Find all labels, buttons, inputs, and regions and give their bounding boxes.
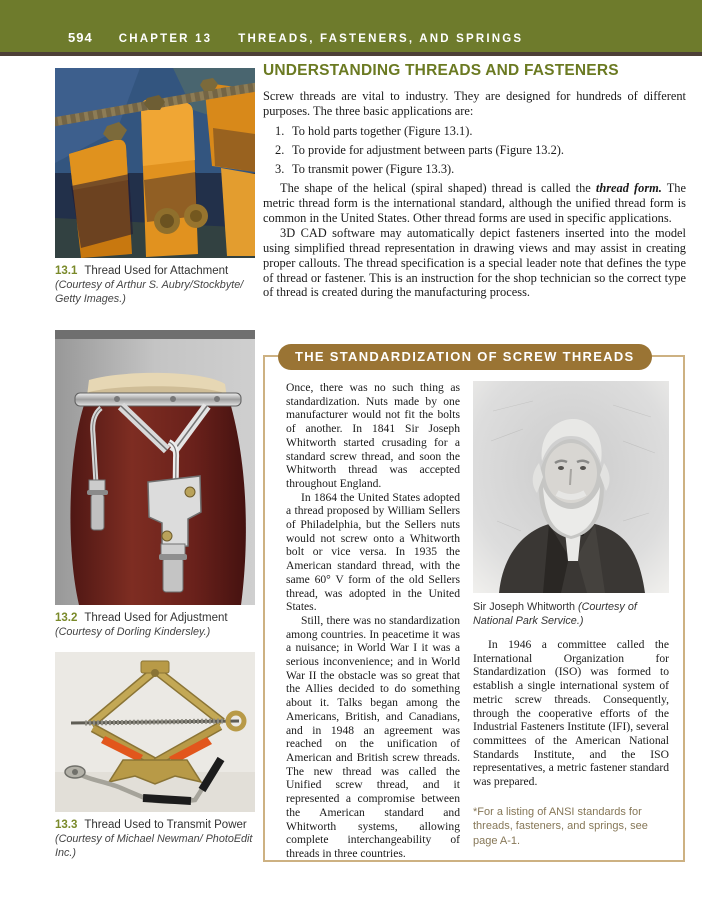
whitworth-portrait-photo bbox=[473, 381, 669, 593]
figure-13-2-photo bbox=[55, 330, 255, 605]
list-item-number: 3. bbox=[275, 162, 285, 176]
box-paragraph-3: Still, there was no standardization among countries. In peacetime it was a nuisance; in World War I it was a serious inconvenience; and in World War II the obstacle was so great that the Allies decided to do something about it. Talks began among the Americans, British, and Canadians, and in 1948 an agreement was reached on the unification of American and British screw threads. The new thread was called the Unified screw thread, and it represented a compromise between the American standard and Whitworth systems, allowing complete interchangeability of threads in three countries. bbox=[286, 613, 460, 860]
thread-form-paragraph bbox=[263, 181, 686, 226]
header-rule bbox=[0, 52, 702, 56]
main-text-column bbox=[263, 62, 686, 300]
box-left-column bbox=[286, 381, 460, 860]
applications-list bbox=[275, 124, 686, 177]
cad-paragraph: 3D CAD software may automatically depict fasteners inserted into the model using simplified thread representation in drawing views and may assist in creating proper callouts. The thread specification is a special leader note that defines the type of thread or fastener. This is an instruction for the shop technician so the correct type of thread is created during the manufacturing process. bbox=[263, 225, 686, 300]
list-item bbox=[275, 124, 686, 139]
figure-13-1-number: 13.1 bbox=[55, 265, 78, 277]
figure-13-3-number: 13.3 bbox=[55, 819, 78, 831]
figure-13-1-courtesy: (Courtesy of Arthur S. Aubry/Stockbyte/ Getty Images.) bbox=[55, 279, 244, 305]
standardization-box-title: THE STANDARDIZATION OF SCREW THREADS bbox=[278, 344, 652, 370]
figure-13-2-number: 13.2 bbox=[55, 612, 78, 624]
intro-paragraph: Screw threads are vital to industry. They are designed for hundreds of different purposes. The three basic applications are: bbox=[263, 89, 686, 118]
figure-13-2-title: Thread Used for Adjustment bbox=[84, 612, 228, 624]
figure-13-2-courtesy: (Courtesy of Dorling Kindersley.) bbox=[55, 626, 211, 638]
chapter-header-bar bbox=[0, 0, 702, 52]
ansi-footnote: *For a listing of ANSI standards for threads, fasteners, and springs, see page A-1. bbox=[473, 805, 648, 847]
box-right-column bbox=[473, 381, 669, 860]
figure-13-3-photo bbox=[55, 652, 255, 812]
list-item bbox=[275, 143, 686, 158]
figure-13-1 bbox=[55, 68, 255, 306]
whitworth-caption-courtesy: (Courtesy of National Park Service.) bbox=[473, 601, 637, 627]
paragraph-text: The shape of the helical (spiral shaped) thread is called the bbox=[280, 181, 596, 196]
list-item-text: To provide for adjustment between parts (Figure 13.2). bbox=[292, 142, 565, 157]
chapter-label: CHAPTER 13 bbox=[118, 33, 213, 45]
figure-13-3-caption bbox=[55, 818, 255, 860]
box-paragraph-4: In 1946 a committee called the International Organization for Standardization (ISO) was formed to establish a single international system of metric screw threads. Consequently, through the cooperative efforts of the Industrial Fasteners Institute (IFI), several committees of the American National Standards Institute, and the ISO representatives, a metric fastener standard was prepared. bbox=[473, 638, 669, 789]
section-heading: UNDERSTANDING THREADS AND FASTENERS bbox=[263, 62, 619, 79]
figure-13-1-photo bbox=[55, 68, 255, 258]
thread-form-term: thread form. bbox=[595, 181, 662, 196]
whitworth-caption bbox=[473, 601, 669, 628]
figure-13-2 bbox=[55, 330, 255, 639]
whitworth-caption-name: Sir Joseph Whitworth bbox=[473, 601, 579, 613]
chapter-title: THREADS, FASTENERS, AND SPRINGS bbox=[238, 33, 524, 45]
figure-13-3-title: Thread Used to Transmit Power bbox=[84, 819, 247, 831]
list-item-number: 2. bbox=[275, 142, 285, 157]
figure-13-3 bbox=[55, 652, 255, 860]
page-number: 594 bbox=[68, 30, 93, 45]
figure-13-3-courtesy: (Courtesy of Michael Newman/ PhotoEdit Inc.) bbox=[55, 833, 253, 859]
standardization-box-content bbox=[265, 357, 683, 860]
list-item-text: To transmit power (Figure 13.3). bbox=[292, 162, 455, 176]
box-paragraph-1: Once, there was no such thing as standardization. Nuts made by one manufacturer would not fit the bolts of another. In 1841 Sir Joseph Whitworth started crusading for a standard screw thread, and soon the Whitworth thread was accepted throughout England. bbox=[286, 381, 460, 490]
box-paragraph-2: In 1864 the United States adopted a thread proposed by William Sellers of Philadelphia, but the Sellers nuts would not screw onto a Whitworth bolt or vice versa. In 1935 the American standard thread, with the same 60° V form of the old Sellers thread, was adopted in the United States. bbox=[286, 490, 460, 614]
list-item-text: To hold parts together (Figure 13.1). bbox=[292, 123, 473, 138]
standardization-box bbox=[263, 349, 685, 862]
figure-13-2-caption bbox=[55, 611, 255, 639]
list-item bbox=[275, 162, 686, 177]
paragraph-text: The metric thread form is the international standard, although the unified thread form is common in the United States. Other thread forms are used in specific applications. bbox=[263, 181, 686, 225]
list-item-number: 1. bbox=[275, 123, 285, 138]
figure-13-1-caption bbox=[55, 264, 255, 306]
figure-13-1-title: Thread Used for Attachment bbox=[84, 265, 229, 277]
